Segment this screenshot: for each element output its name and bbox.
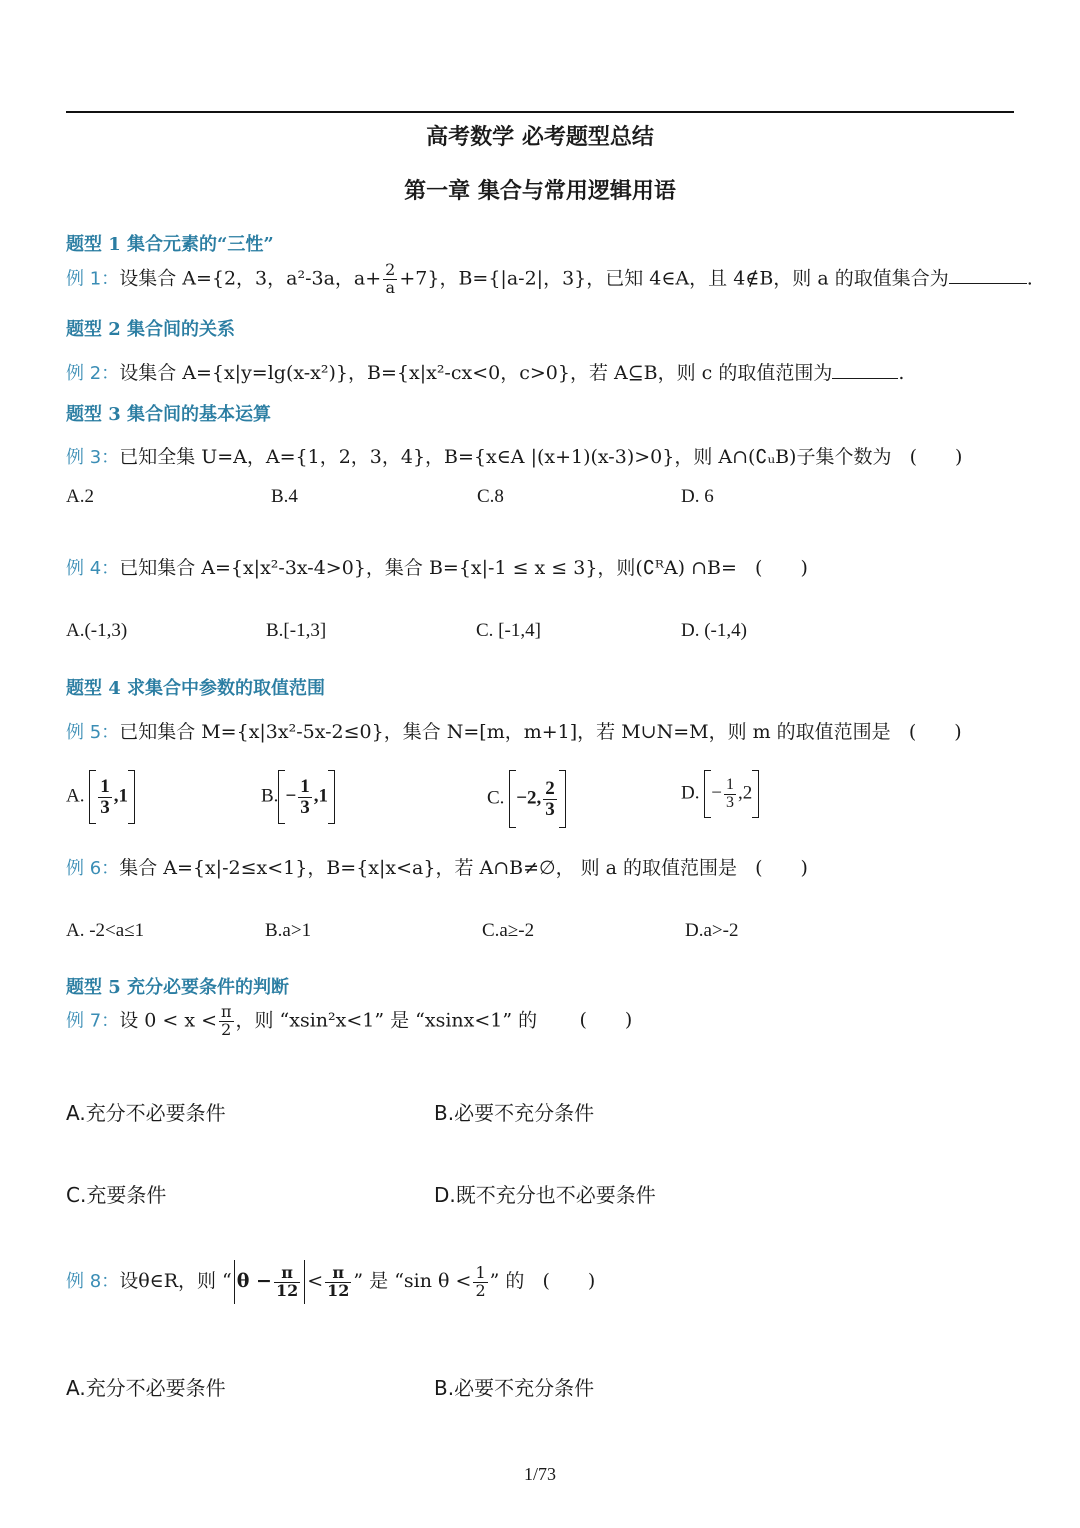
fraction: $\frac{\pi}{2}$	[221, 1002, 232, 1039]
fraction: $\frac{2}{a}$	[385, 260, 396, 297]
option-a: A.2	[66, 486, 94, 507]
option-c: C.8	[477, 486, 504, 507]
section-heading-4: 题型 4 求集合中参数的取值范围	[66, 678, 326, 699]
answer-paren: ( )	[755, 857, 808, 879]
example-label: 例 5：	[66, 722, 120, 743]
example-label: 例 3：	[66, 447, 120, 468]
example-7: 例 7：设 0 < x < $\frac{\pi}{2}$ ，则 “xsin²x<1” 是 “xsinx<1” 的 ( )	[66, 1002, 633, 1039]
document-title: 高考数学 必考题型总结	[426, 124, 654, 150]
option-a: A.充分不必要条件	[66, 1376, 226, 1400]
answer-paren: ( )	[542, 1270, 596, 1292]
example-4: 例 4：已知集合 A={x|x²-3x-4>0}，集合 B={x|-1 ≤ x ≤ 3}，则(∁ᴿA) ∩B= ( )	[66, 553, 808, 580]
answer-paren: ( )	[909, 446, 963, 468]
option-d: D. (-1,4)	[681, 620, 747, 641]
example-1: 例 1：设集合 A={2，3，a²-3a，a+ $\frac{2}{a}$ +7}，B={|a-2|，3}，已知 4∈A，且 4∉B，则 a 的取值集合为 .	[66, 260, 1033, 297]
answer-blank	[949, 282, 1027, 284]
section-heading-3: 题型 3 集合间的基本运算	[66, 404, 272, 425]
example-2: 例 2：设集合 A={x|y=lg(x-x²)}，B={x|x²-cx<0，c>0}，若 A⊆B，则 c 的取值范围为 .	[66, 362, 905, 384]
example-3: 例 3：已知全集 U=A，A={1，2，3，4}，B={x∈A |(x+1)(x-3)>0}，则 A∩(∁ᵤB)子集个数为 ( )	[66, 442, 962, 469]
answer-paren: ( )	[908, 721, 962, 743]
example-8: 例 8：设θ∈R，则 “ θ − $\frac{\pi}{12}$ < $\frac{\pi}{12}$ ” 是 “sin θ < $\frac{1}{2}$ ” 的 ( )	[66, 1260, 595, 1304]
option-b: B.4	[271, 486, 298, 507]
option-a: A.充分不必要条件	[66, 1101, 226, 1125]
example-6: 例 6：集合 A={x|-2≤x<1}，B={x|x<a}，若 A∩B≠∅， 则 a 的取值范围是 ( )	[66, 853, 808, 880]
example-label: 例 7：	[66, 1010, 120, 1032]
page-number: 1/73	[523, 1464, 556, 1484]
option-b: B.必要不充分条件	[434, 1376, 595, 1400]
answer-paren: ( )	[755, 557, 808, 579]
option-b: B. − $\frac{1}{3}$ ,1	[261, 770, 335, 824]
example-label: 例 1：	[66, 268, 120, 290]
option-a: A. -2<a≤1	[66, 920, 145, 941]
top-rule	[66, 111, 1014, 113]
option-c: C.充要条件	[66, 1183, 167, 1207]
option-c: C. −2, $\frac{2}{3}$	[487, 770, 566, 828]
option-a: A.(-1,3)	[66, 620, 128, 641]
answer-blank	[832, 377, 898, 379]
section-heading-1: 题型 1 集合元素的“三性”	[66, 234, 274, 255]
section-heading-2: 题型 2 集合间的关系	[66, 319, 236, 340]
option-a: A. $\frac{1}{3}$ ,1	[66, 770, 135, 824]
section-heading-5: 题型 5 充分必要条件的判断	[66, 977, 290, 998]
example-label: 例 4：	[66, 558, 120, 579]
option-b: B.a>1	[265, 920, 312, 941]
option-c: C. [-1,4]	[476, 620, 541, 641]
option-d: D. − $\frac{1}{3}$ ,2	[681, 770, 759, 818]
option-c: C.a≥-2	[482, 920, 535, 941]
option-d: D. 6	[681, 486, 714, 507]
example-5: 例 5：已知集合 M={x|3x²-5x-2≤0}，集合 N=[m，m+1]，若 M∪N=M，则 m 的取值范围是 ( )	[66, 717, 962, 744]
option-b: B.必要不充分条件	[434, 1101, 595, 1125]
option-b: B.[-1,3]	[266, 620, 327, 641]
example-label: 例 6：	[66, 858, 120, 879]
example-label: 例 2：	[66, 363, 120, 384]
option-d: D.a>-2	[685, 920, 739, 941]
chapter-title: 第一章 集合与常用逻辑用语	[404, 178, 676, 204]
example-label: 例 8：	[66, 1271, 120, 1292]
answer-paren: ( )	[579, 1009, 633, 1032]
option-d: D.既不充分也不必要条件	[434, 1183, 656, 1207]
